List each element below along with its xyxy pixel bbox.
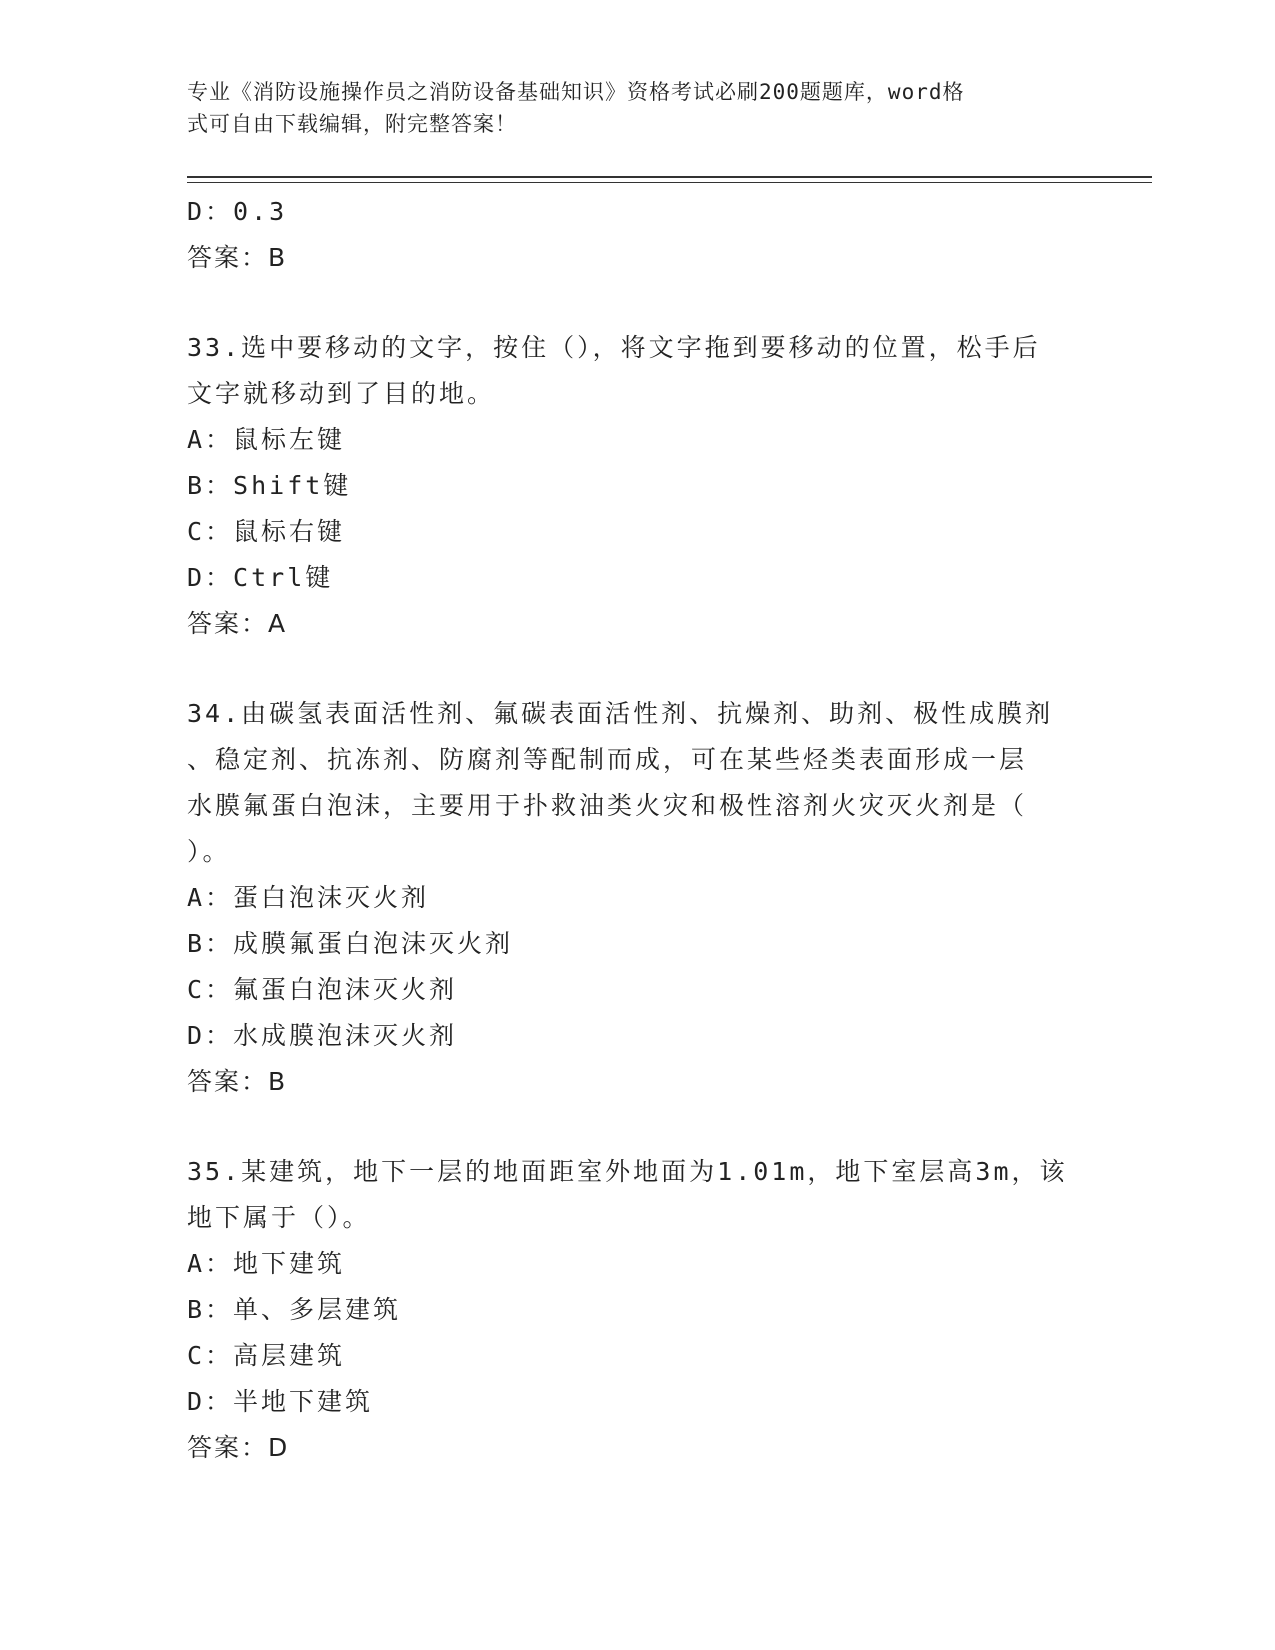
- answer: 答案：B: [187, 1067, 288, 1096]
- option-d: D：半地下建筑: [187, 1387, 374, 1416]
- option-d: D：Ctrl键: [187, 563, 334, 592]
- question-35: [187, 1149, 1087, 1471]
- answer: 答案：D: [187, 1433, 290, 1462]
- answer: 答案：A: [187, 609, 288, 638]
- question-list: [187, 189, 1087, 1471]
- option-b: B：成膜氟蛋白泡沫灭火剂: [187, 929, 514, 958]
- header-line-2: 式可自由下载编辑，附完整答案！: [187, 112, 517, 136]
- option-b: B：单、多层建筑: [187, 1295, 402, 1324]
- question-stem-line: 、稳定剂、抗冻剂、防腐剂等配制而成，可在某些烃类表面形成一层: [187, 745, 1028, 774]
- option-a: A：鼠标左键: [187, 425, 346, 454]
- option-a: A：地下建筑: [187, 1249, 346, 1278]
- header-line-1: 专业《消防设施操作员之消防设备基础知识》资格考试必刷200题题库，word格: [187, 80, 965, 104]
- option-c: C：高层建筑: [187, 1341, 346, 1370]
- spacer: [187, 647, 1087, 691]
- header-divider-thick: [187, 176, 1152, 178]
- option-c: C：鼠标右键: [187, 517, 346, 546]
- question-stem-line: 34.由碳氢表面活性剂、氟碳表面活性剂、抗燥剂、助剂、极性成膜剂: [187, 699, 1054, 728]
- prev-answer: 答案：B: [187, 243, 288, 272]
- question-stem-line: 文字就移动到了目的地。: [187, 379, 496, 408]
- option-b: B：Shift键: [187, 471, 352, 500]
- spacer: [187, 1105, 1087, 1149]
- prev-option-d: D：0.3: [187, 197, 288, 226]
- option-d: D：水成膜泡沫灭火剂: [187, 1021, 458, 1050]
- spacer: [187, 281, 1087, 325]
- question-stem-line: 33.选中要移动的文字，按住（），将文字拖到要移动的位置，松手后: [187, 333, 1041, 362]
- question-stem-line: ）。: [187, 837, 231, 866]
- document-header: [187, 76, 1087, 140]
- question-33: [187, 325, 1087, 647]
- header-divider-thin: [187, 182, 1152, 183]
- question-stem-line: 地下属于（）。: [187, 1203, 371, 1232]
- question-stem-line: 水膜氟蛋白泡沫，主要用于扑救油类火灾和极性溶剂火灾灭火剂是（: [187, 791, 1028, 820]
- question-stem-line: 35.某建筑，地下一层的地面距室外地面为1.01m，地下室层高3m，该: [187, 1157, 1068, 1186]
- option-a: A：蛋白泡沫灭火剂: [187, 883, 430, 912]
- question-34: [187, 691, 1087, 1105]
- option-c: C：氟蛋白泡沫灭火剂: [187, 975, 458, 1004]
